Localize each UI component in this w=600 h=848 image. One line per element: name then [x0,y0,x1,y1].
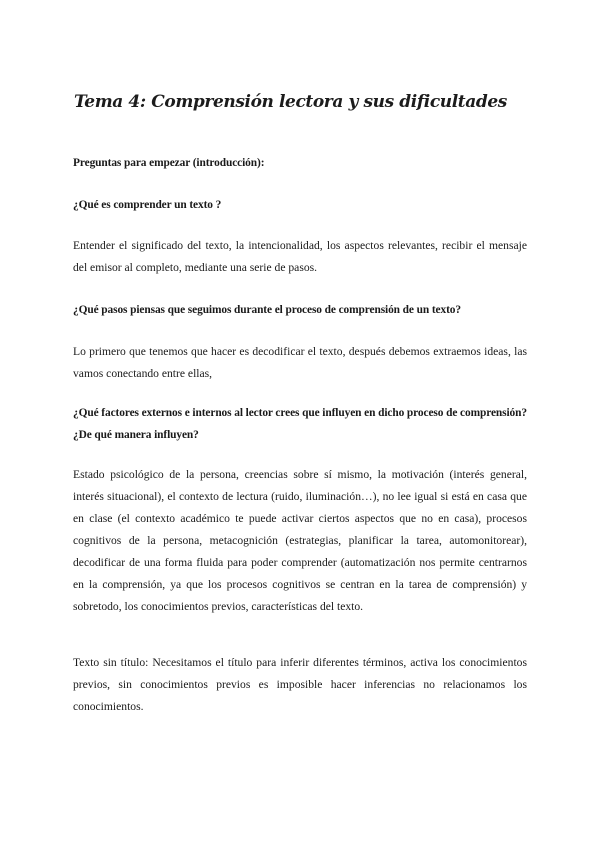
answer-3: Estado psicológico de la persona, creencias sobre sí mismo, la motivación (interés general, interés situacional), el contexto de lectura (ruido, iluminación…), no lee igual si está en casa que en clase (el contexto académico te puede activar ciertos aspectos que no en casa), procesos cognitivos de la persona, metacognición (estrategias, planificar la tarea, automonitorear), decodificar de una forma fluida para poder comprender (automatización nos permite centrarnos en la comprensión, ya que los procesos cognitivos se centran en la tarea de comprensión) y sobretodo, los conocimientos previos, características del texto. [73,468,527,613]
intro-heading: Preguntas para empezar (introducción): [73,157,265,169]
question-2: ¿Qué pasos piensas que seguimos durante el proceso de comprensión de un texto? [73,304,461,316]
untitled-text-paragraph: Texto sin título: Necesitamos el título para inferir diferentes términos, activa los conocimientos previos, sin conocimientos previos es imposible hacer inferencias no relacionamos los conocimientos. [73,656,527,713]
question-3: ¿Qué factores externos e internos al lector crees que influyen en dicho proceso de comprensión? ¿De qué manera influyen? [73,407,527,441]
question-1: ¿Qué es comprender un texto ? [73,199,222,211]
answer-1: Entender el significado del texto, la intencionalidad, los aspectos relevantes, recibir el mensaje del emisor al completo, mediante una serie de pasos. [73,239,527,274]
page-title: Tema 4: Comprensión lectora y sus dificultades [74,92,507,112]
answer-2: Lo primero que tenemos que hacer es decodificar el texto, después debemos extraemos ideas, las vamos conectando entre ellas, [73,345,527,380]
